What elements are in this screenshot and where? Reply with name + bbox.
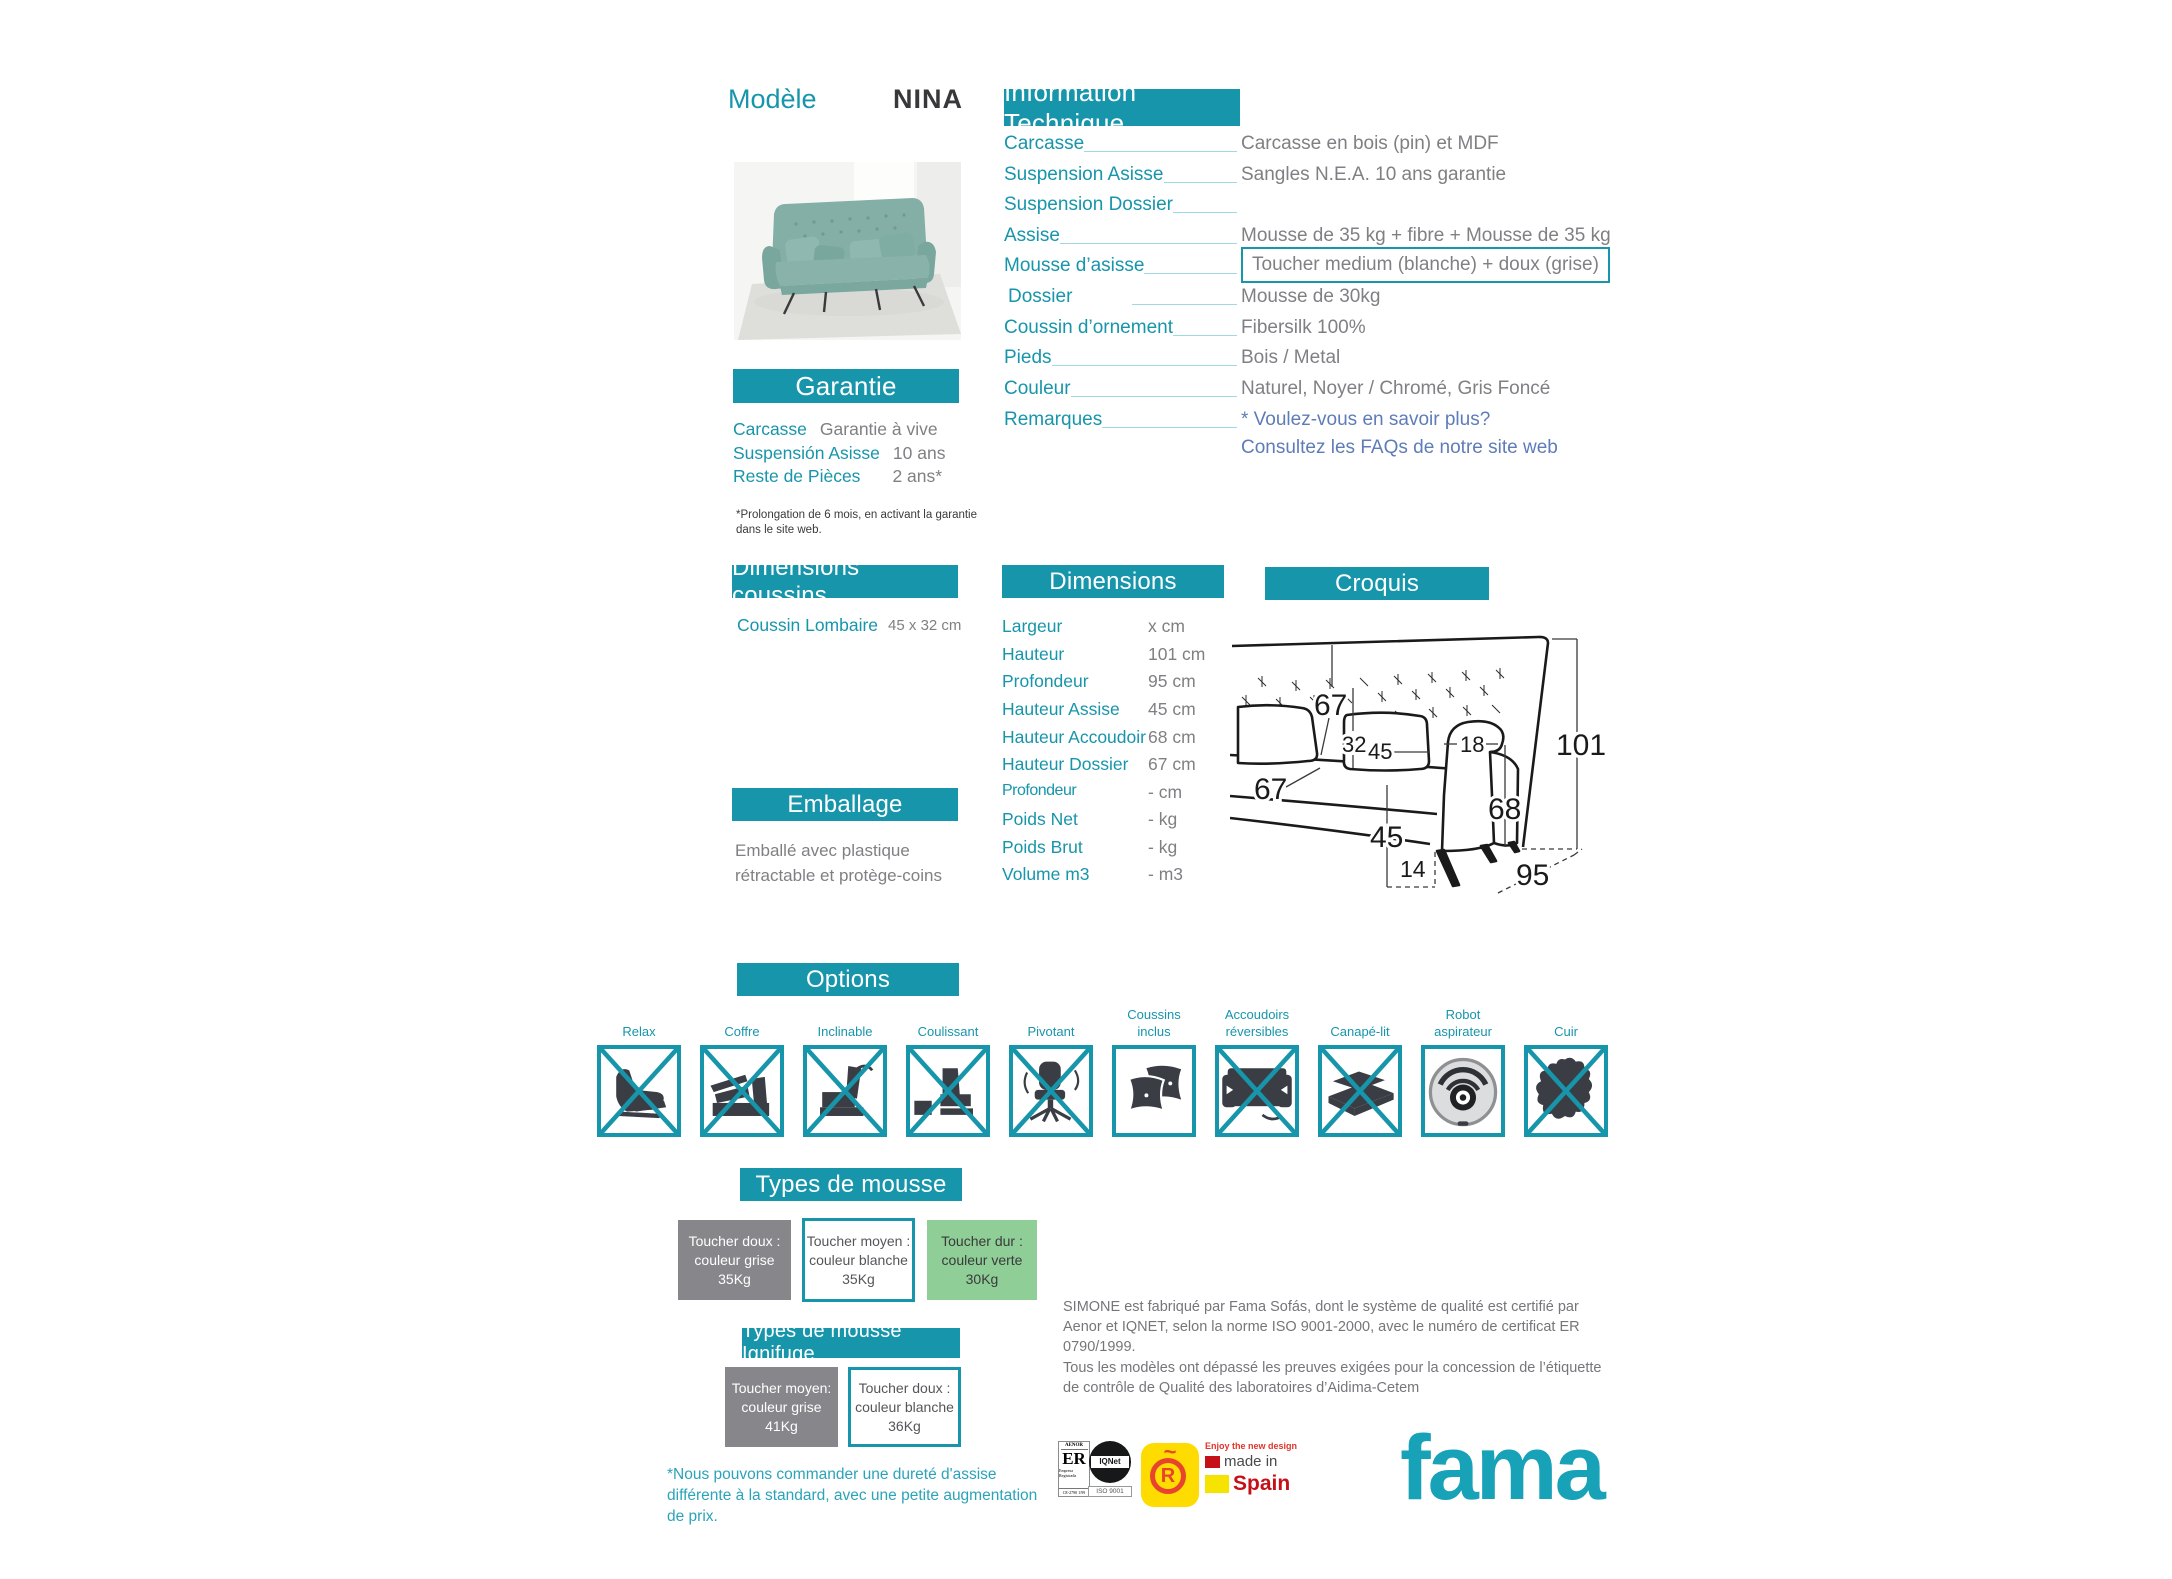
dim-back-height: 67 [1314, 689, 1348, 722]
spec-label: Pieds [1004, 347, 1052, 368]
section-header-croquis: Croquis [1265, 567, 1489, 600]
model-label: Modèle [728, 84, 817, 114]
option-label2: aspirateur [1434, 1024, 1492, 1039]
excluded-cross-icon [910, 1049, 986, 1133]
mousse-line: 30Kg [965, 1270, 999, 1287]
section-header-dimensions: Dimensions [1002, 565, 1224, 598]
section-header-types-de-mousse-ignifuge: Types de mousse Ignifuge [742, 1328, 960, 1358]
dimension-value: 67 cm [1148, 754, 1196, 774]
option-box [700, 1045, 784, 1137]
dimension-value: 68 cm [1148, 727, 1196, 747]
spec-row-remarques [1004, 409, 1608, 435]
croquis-sketch-svg [1230, 555, 1650, 905]
dimension-row [1002, 644, 1205, 665]
mousse-line: Toucher dur : [941, 1232, 1023, 1249]
dimension-label: Largeur [1002, 616, 1063, 636]
dimension-label: Hauteur [1002, 644, 1065, 664]
coussin-label: Coussin Lombaire [737, 615, 879, 635]
spec-row-dossier [1008, 286, 1612, 312]
spec-row-couleur [1004, 378, 1608, 404]
enye-quality-logo [1141, 1439, 1199, 1507]
option-label: Robot [1445, 1007, 1481, 1022]
dimension-row [1002, 699, 1196, 720]
option-box [1215, 1045, 1299, 1137]
leader-line [1102, 409, 1237, 428]
dimension-label: Hauteur Dossier [1002, 754, 1129, 774]
spec-label: Coussin d’ornement [1004, 317, 1173, 338]
option-box [1112, 1045, 1196, 1137]
dimension-row [1002, 809, 1177, 830]
section-header-emballage: Emballage [732, 788, 958, 821]
mousse-box-doux [678, 1220, 791, 1300]
spec-row-coussin-ornement [1004, 317, 1608, 343]
option-coffre [700, 1000, 784, 1137]
dimension-label: Volume m3 [1002, 864, 1090, 884]
option-label: Inclinable [817, 1024, 873, 1039]
excluded-cross-icon [704, 1049, 780, 1133]
sofa-photo-illustration [734, 162, 961, 340]
coussin-lombaire-row [737, 615, 961, 636]
option-cuir [1524, 1000, 1608, 1137]
excluded-cross-icon [1528, 1049, 1604, 1133]
mousse-line: 41Kg [765, 1417, 798, 1434]
dimension-value: - kg [1148, 809, 1178, 829]
dimension-row [1002, 727, 1196, 748]
mousse-line: couleur verte [941, 1251, 1023, 1268]
option-coulissant [906, 1000, 990, 1137]
option-box [1318, 1045, 1402, 1137]
option-box [1524, 1045, 1608, 1137]
made-in-text: made in [1224, 1453, 1278, 1470]
aenor-cert-number: CE-2790 1/99 [1059, 1488, 1089, 1496]
garantie-label: Carcasse [733, 419, 807, 439]
faq-link-line2[interactable]: Consultez les FAQs de notre site web [1241, 437, 1558, 458]
iso-9001-label: ISO 9001 [1088, 1486, 1132, 1497]
mousse-line: couleur blanche [809, 1251, 908, 1268]
spec-label: Couleur [1004, 378, 1071, 399]
garantie-value: Garantie à vive [819, 419, 938, 439]
dimension-label: Poids Net [1002, 809, 1078, 829]
enye-r-mark: R [1150, 1458, 1186, 1494]
dimension-row [1002, 754, 1196, 775]
spec-value-highlighted: Toucher medium (blanche) + doux (grise) [1241, 247, 1610, 283]
section-header-information-technique: Information Technique [1004, 89, 1240, 126]
aenor-subtext: Empresa Registrada [1059, 1468, 1077, 1478]
leader-line [1052, 347, 1237, 366]
excluded-cross-icon [1322, 1049, 1398, 1133]
dimension-label: Profondeur [1002, 671, 1089, 691]
spec-row-pieds [1004, 347, 1608, 373]
option-inclinable [803, 1000, 887, 1137]
mousse-line: 35Kg [842, 1270, 875, 1287]
dimension-row [1002, 782, 1182, 803]
spain-text: Spain [1233, 1472, 1291, 1495]
spec-row-suspension-asisse [1004, 164, 1608, 190]
spec-row-carcasse [1004, 133, 1608, 159]
dimension-value: - kg [1148, 837, 1178, 857]
mousse-line: Toucher doux : [858, 1379, 951, 1396]
dim-pillow-width: 45 [1368, 739, 1393, 764]
croquis-drawing [1230, 555, 1650, 905]
excluded-cross-icon [601, 1049, 677, 1133]
spec-label: Assise [1004, 225, 1060, 246]
garantie-footnote: *Prolongation de 6 mois, en activant la garantie dans le site web. [736, 509, 978, 536]
excluded-cross-icon [807, 1049, 883, 1133]
dim-depth: 95 [1516, 859, 1550, 892]
option-relax [597, 1000, 681, 1137]
spec-value: Mousse de 35 kg + fibre + Mousse de 35 kg [1241, 225, 1611, 246]
mousse-line: couleur grise [694, 1251, 775, 1268]
dimension-row [1002, 671, 1196, 692]
mousse-ignifuge-box-moyen [725, 1367, 838, 1447]
dimension-value: - m3 [1148, 864, 1183, 884]
made-in-spain-tagline: Enjoy the new design [1205, 1441, 1298, 1451]
coussin-value: 45 x 32 cm [888, 617, 962, 634]
mousse-line: 35Kg [718, 1270, 751, 1287]
spec-label: Mousse d’asisse [1004, 255, 1145, 276]
spec-label: Dossier [1008, 286, 1073, 307]
dimension-value: - cm [1148, 782, 1183, 802]
option-box [906, 1045, 990, 1137]
option-box [1009, 1045, 1093, 1137]
leader-line [1173, 317, 1237, 336]
dimension-label: Hauteur Accoudoir [1002, 727, 1146, 747]
faq-link-line1[interactable]: * Voulez-vous en savoir plus? [1241, 409, 1491, 430]
hardness-footnote: *Nous pouvons commander une dureté d'assise différente à la standard, avec une petite augmentation de prix. [667, 1466, 1038, 1525]
option-label2: réversibles [1225, 1024, 1289, 1039]
mousse-line: Toucher doux : [688, 1232, 781, 1249]
spec-value: Mousse de 30kg [1241, 286, 1381, 307]
leader-line [1060, 225, 1237, 244]
leader-line [1084, 133, 1237, 152]
dim-arm-width: 18 [1460, 732, 1485, 757]
spec-value: Fibersilk 100% [1241, 317, 1366, 338]
option-label: Coffre [724, 1024, 760, 1039]
dimension-row [1002, 616, 1185, 637]
robot-vacuum-icon [1425, 1049, 1501, 1133]
fama-brand-logo: fama [1400, 1417, 1603, 1519]
mousse-box-dur [927, 1220, 1037, 1300]
dimension-label: Poids Brut [1002, 837, 1083, 857]
iqnet-name: IQNet [1091, 1456, 1129, 1468]
aenor-logo [1058, 1441, 1090, 1497]
option-label2: inclus [1137, 1024, 1171, 1039]
spec-value: Carcasse en bois (pin) et MDF [1241, 133, 1499, 154]
dimension-value: 95 cm [1148, 671, 1196, 691]
option-box [803, 1045, 887, 1137]
section-header-types-de-mousse: Types de mousse [740, 1168, 962, 1201]
option-accoudoirs-reversibles [1215, 1000, 1299, 1137]
spec-row-suspension-dossier [1004, 194, 1384, 220]
option-robot-aspirateur [1421, 1000, 1505, 1137]
leader-line [1164, 164, 1238, 183]
option-coussins-inclus [1112, 1000, 1196, 1137]
option-pivotant [1009, 1000, 1093, 1137]
garantie-value: 10 ans [892, 443, 946, 463]
dim-seat-height: 45 [1370, 821, 1404, 854]
iqnet-logo [1088, 1441, 1132, 1497]
certification-paragraph-2: Tous les modèles ont dépassé les preuves exigées pour la concession de l’étiquette de contrôle de Qualité des laboratoires d’Aidima-Cetem [1063, 1360, 1602, 1396]
spec-value: Bois / Metal [1241, 347, 1341, 368]
dimension-value: 45 cm [1148, 699, 1196, 719]
leader-line [1132, 286, 1237, 305]
spain-flag-yellow-block [1205, 1475, 1229, 1493]
made-in-spain-logo [1205, 1441, 1301, 1496]
dimension-label: Profondeur [1002, 782, 1077, 799]
section-header-dimensions-coussins: Dimensions coussins [732, 565, 958, 598]
option-canape-lit [1318, 1000, 1402, 1137]
dimension-row [1002, 864, 1183, 885]
spec-value: Sangles N.E.A. 10 ans garantie [1241, 164, 1507, 185]
emballage-text: Emballé avec plastique rétractable et protège-coins [735, 841, 942, 885]
cushions-icon [1116, 1049, 1192, 1133]
leader-line [1173, 194, 1237, 213]
dimension-value: x cm [1148, 616, 1185, 636]
garantie-value: 2 ans* [892, 466, 943, 486]
model-name: NINA [893, 84, 963, 114]
dim-seat-depth: 67 [1254, 773, 1288, 806]
spain-flag-red-block [1205, 1456, 1220, 1468]
mousse-ignifuge-box-doux [848, 1367, 961, 1447]
dimension-label: Hauteur Assise [1002, 699, 1120, 719]
mousse-line: couleur grise [741, 1398, 822, 1415]
dimension-value: 101 cm [1148, 644, 1206, 664]
spec-label: Carcasse [1004, 133, 1085, 154]
dim-leg-height: 14 [1400, 856, 1426, 882]
mousse-line: couleur blanche [855, 1398, 954, 1415]
option-box [1421, 1045, 1505, 1137]
option-box [597, 1045, 681, 1137]
mousse-line: Toucher moyen : [806, 1232, 911, 1249]
option-label: Cuir [1554, 1024, 1578, 1039]
option-label: Coussins [1127, 1007, 1181, 1022]
option-label: Relax [622, 1024, 656, 1039]
spec-label: Suspension Dossier [1004, 194, 1173, 215]
garantie-row [733, 419, 938, 440]
spec-row-mousse-asisse [1004, 255, 1608, 281]
section-header-options: Options [737, 963, 959, 996]
option-label: Pivotant [1027, 1024, 1075, 1039]
excluded-cross-icon [1219, 1049, 1295, 1133]
option-label: Coulissant [917, 1024, 979, 1039]
garantie-label: Reste de Pièces [733, 466, 861, 486]
mousse-line: Toucher moyen: [731, 1379, 832, 1396]
spec-label: Remarques [1004, 409, 1103, 430]
option-label: Accoudoirs [1224, 1007, 1290, 1022]
certification-paragraph-1: SIMONE est fabriqué par Fama Sofás, dont le système de qualité est certifié par Aenor et IQNET, selon la norme ISO 9001-2000, avec le numéro de certificat ER 0790/1999. [1063, 1299, 1580, 1355]
dim-arm-height: 68 [1488, 793, 1522, 826]
product-photo [734, 162, 961, 340]
excluded-cross-icon [1013, 1049, 1089, 1133]
spec-value: Naturel, Noyer / Chromé, Gris Foncé [1241, 378, 1551, 399]
enye-tilde-icon: ~ [1163, 1439, 1177, 1464]
aenor-label: AENOR [1061, 1442, 1088, 1450]
option-label: Canapé-lit [1330, 1024, 1390, 1039]
section-header-garantie: Garantie [733, 369, 959, 403]
leader-line [1144, 255, 1237, 274]
leader-line [1071, 378, 1237, 397]
mousse-line: 36Kg [888, 1417, 921, 1434]
dimension-row [1002, 837, 1177, 858]
garantie-row [733, 466, 942, 487]
iqnet-circle-icon [1089, 1441, 1131, 1483]
dim-pillow-height: 32 [1342, 732, 1367, 757]
mousse-box-moyen [802, 1218, 915, 1302]
spec-label: Suspension Asisse [1004, 164, 1164, 185]
dim-total-height: 101 [1556, 729, 1607, 762]
garantie-row [733, 443, 945, 464]
garantie-label: Suspensión Asisse [733, 443, 880, 463]
aenor-er-mark: ER [1062, 1449, 1086, 1468]
